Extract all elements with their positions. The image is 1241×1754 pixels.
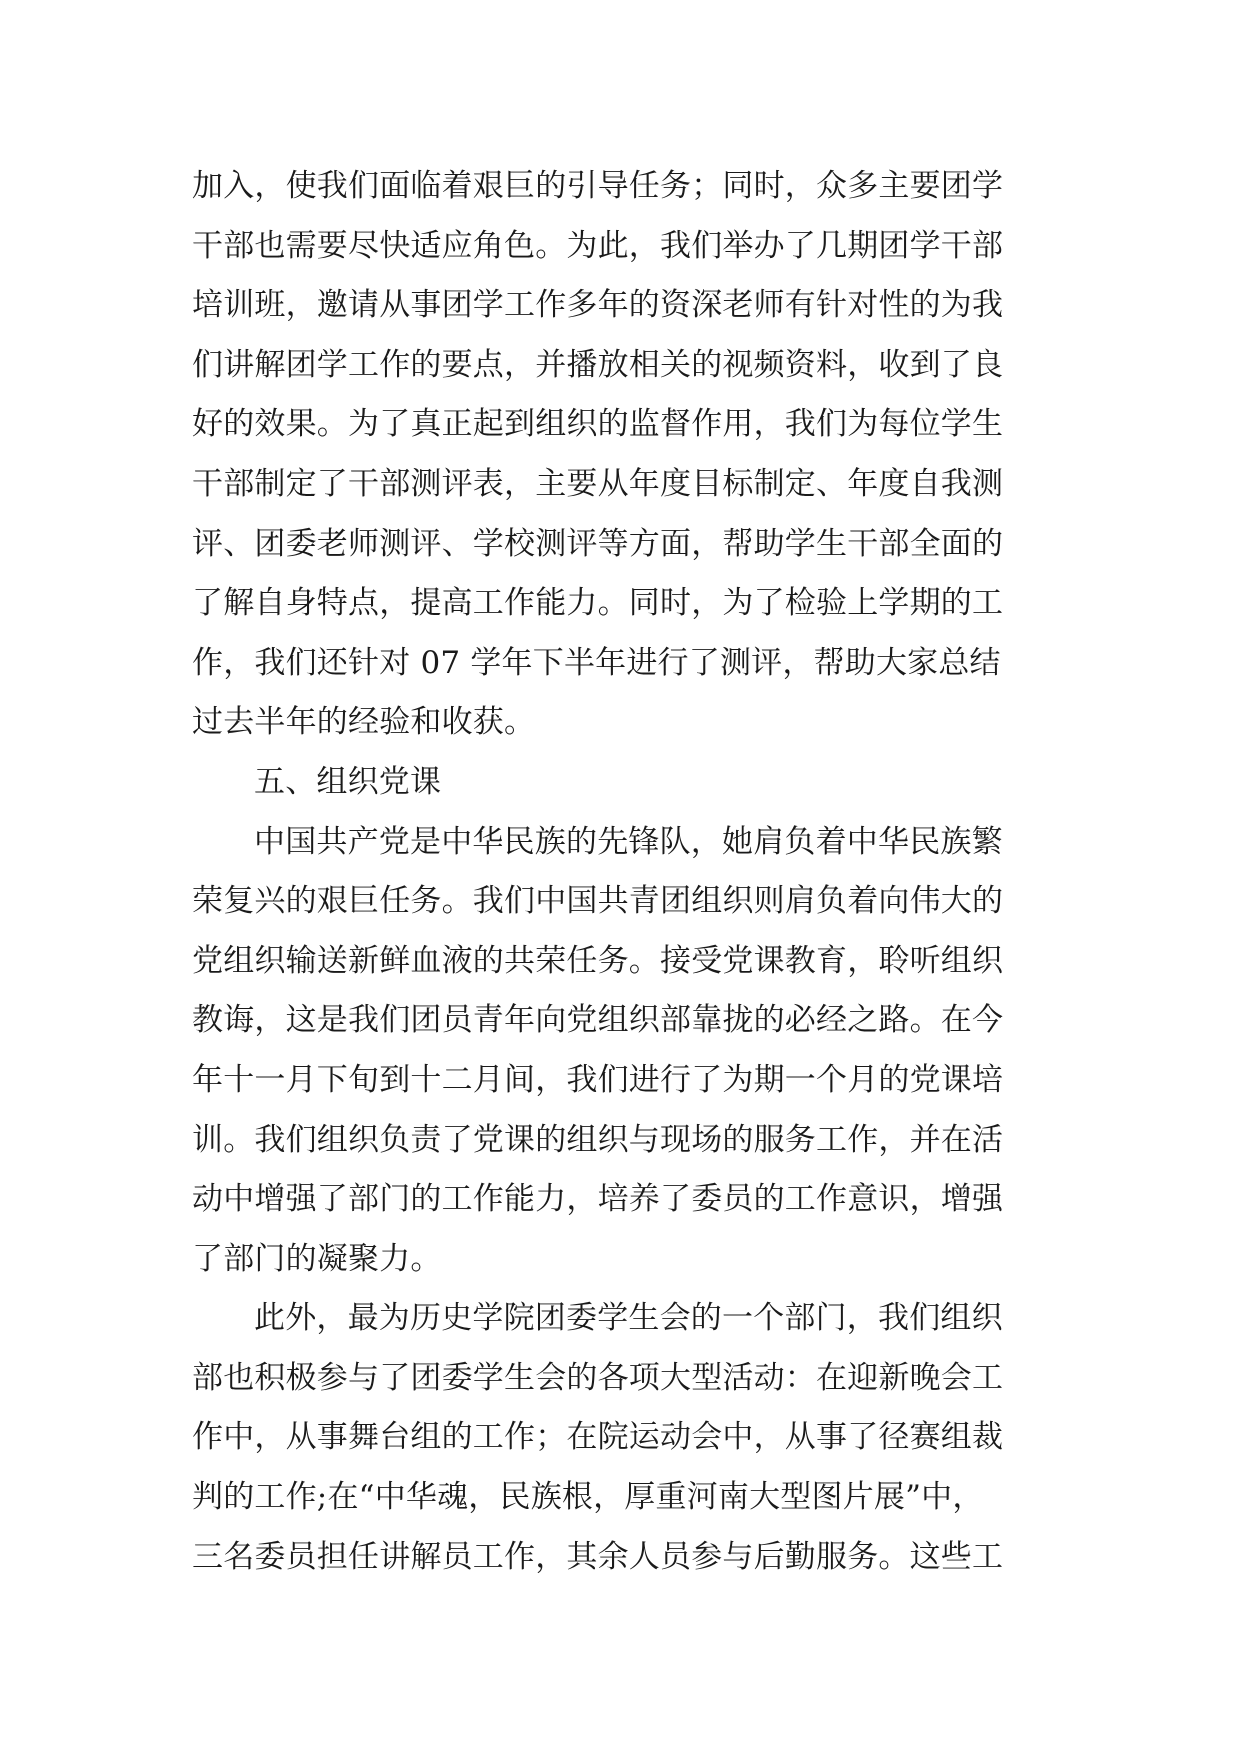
text-line: 们讲解团学工作的要点，并播放相关的视频资料，收到了良 [192,346,1004,383]
text-line: 评、团委老师测评、学校测评等方面，帮助学生干部全面的 [192,525,1004,562]
text-line: 干部也需要尽快适应角色。为此，我们举办了几期团学干部 [192,227,1004,264]
text-line: 中国共产党是中华民族的先锋队，她肩负着中华民族繁 [254,823,1003,860]
text-line: 作，我们还针对 07 学年下半年进行了测评，帮助大家总结 [192,644,1001,681]
section-heading: 五、组织党课 [254,763,442,800]
text-line: 作中，从事舞台组的工作；在院运动会中，从事了径赛组裁 [192,1419,1004,1456]
text-line: 荣复兴的艰巨任务。我们中国共青团组织则肩负着向伟大的 [192,883,1004,920]
text-line: 过去半年的经验和收获。 [192,704,536,741]
text-line: 加入，使我们面临着艰巨的引导任务；同时，众多主要团学 [192,168,1004,204]
text-line: 动中增强了部门的工作能力，培养了委员的工作意识，增强 [192,1181,1004,1218]
text-line: 教诲，这是我们团员青年向党组织部靠拢的必经之路。在今 [192,1002,1004,1039]
text-line: 了解自身特点，提高工作能力。同时，为了检验上学期的工 [192,585,1004,622]
text-line: 培训班，邀请从事团学工作多年的资深老师有针对性的为我 [192,287,1004,324]
text-line: 好的效果。为了真正起到组织的监督作用，我们为每位学生 [192,406,1004,443]
text-line: 了部门的凝聚力。 [192,1240,442,1277]
text-line: 此外，最为历史学院团委学生会的一个部门，我们组织 [254,1300,1003,1337]
text-line: 干部制定了干部测评表，主要从年度目标制定、年度自我测 [192,465,1004,502]
text-line: 年十一月下旬到十二月间，我们进行了为期一个月的党课培 [192,1061,1004,1098]
document-body [192,157,1072,1587]
text-line: 训。我们组织负责了党课的组织与现场的服务工作，并在活 [192,1121,1004,1158]
text-line: 判的工作;在“中华魂，民族根，厚重河南大型图片展”中， [192,1479,984,1516]
text-line: 党组织输送新鲜血液的共荣任务。接受党课教育，聆听组织 [192,942,1004,979]
text-line: 部也积极参与了团委学生会的各项大型活动：在迎新晚会工 [192,1359,1004,1396]
text-line: 三名委员担任讲解员工作，其余人员参与后勤服务。这些工 [192,1538,1004,1575]
